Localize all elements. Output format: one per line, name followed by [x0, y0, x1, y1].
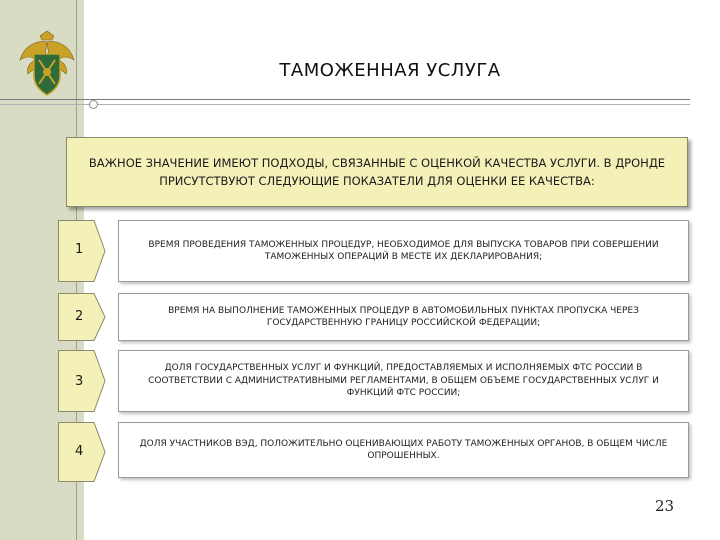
item-text: ДОЛЯ УЧАСТНИКОВ ВЭД, ПОЛОЖИТЕЛЬНО ОЦЕНИВАЮЩИХ РАБОТУ ТАМОЖЕННЫХ ОРГАНОВ, В ОБЩЕМ ЧИСЛЕ ОПРОШЕННЫХ.	[139, 438, 668, 461]
item-number: 2	[75, 309, 84, 324]
item-text-box	[118, 350, 689, 412]
list-item	[58, 293, 698, 341]
item-text-box	[118, 220, 689, 282]
list-item	[58, 350, 698, 412]
item-number: 1	[75, 242, 84, 257]
header-rule-dot	[89, 100, 98, 109]
page-title: ТАМОЖЕННАЯ УСЛУГА	[279, 60, 501, 81]
header-rule-2	[0, 104, 690, 105]
item-text-box	[118, 422, 689, 478]
item-text: ВРЕМЯ ПРОВЕДЕНИЯ ТАМОЖЕННЫХ ПРОЦЕДУР, НЕОБХОДИМОЕ ДЛЯ ВЫПУСКА ТОВАРОВ ПРИ СОВЕРШЕНИИ ТАМОЖЕННЫХ ОПЕРАЦИЙ В МЕСТЕ ИХ ДЕКЛАРИРОВАНИЯ;	[148, 239, 659, 262]
item-text: ВРЕМЯ НА ВЫПОЛНЕНИЕ ТАМОЖЕННЫХ ПРОЦЕДУР В АВТОМОБИЛЬНЫХ ПУНКТАХ ПРОПУСКА ЧЕРЕЗ ГОСУДАРСТВЕННУЮ ГРАНИЦУ РОССИЙСКОЙ ФЕДЕРАЦИИ;	[168, 305, 639, 328]
item-number: 3	[75, 374, 84, 389]
intro-callout	[66, 137, 688, 207]
list-item	[58, 422, 698, 482]
header-rule-1	[0, 99, 690, 100]
page-number: 23	[655, 497, 675, 515]
customs-emblem-icon	[16, 30, 78, 100]
intro-text: ВАЖНОЕ ЗНАЧЕНИЕ ИМЕЮТ ПОДХОДЫ, СВЯЗАННЫЕ С ОЦЕНКОЙ КАЧЕСТВА УСЛУГИ. В ДРОНДЕ ПРИСУТСТВУЮТ СЛЕДУЮЩИЕ ПОКАЗАТЕЛИ ДЛЯ ОЦЕНКИ ЕЕ КАЧЕСТВА:	[88, 156, 666, 188]
item-text-box	[118, 293, 689, 341]
item-number: 4	[75, 444, 84, 459]
item-text: ДОЛЯ ГОСУДАРСТВЕННЫХ УСЛУГ И ФУНКЦИЙ, ПРЕДОСТАВЛЯЕМЫХ И ИСПОЛНЯЕМЫХ ФТС РОССИИ В СООТВЕТСТВИИ С АДМИНИСТРАТИВНЫМИ РЕГЛАМЕНТАМИ, В ОБЩЕМ ОБЪЕМЕ ГОСУДАРСТВЕННЫХ УСЛУГ И ФУНКЦИЙ ФТС РОССИИ;	[148, 363, 659, 399]
list-item	[58, 220, 698, 282]
